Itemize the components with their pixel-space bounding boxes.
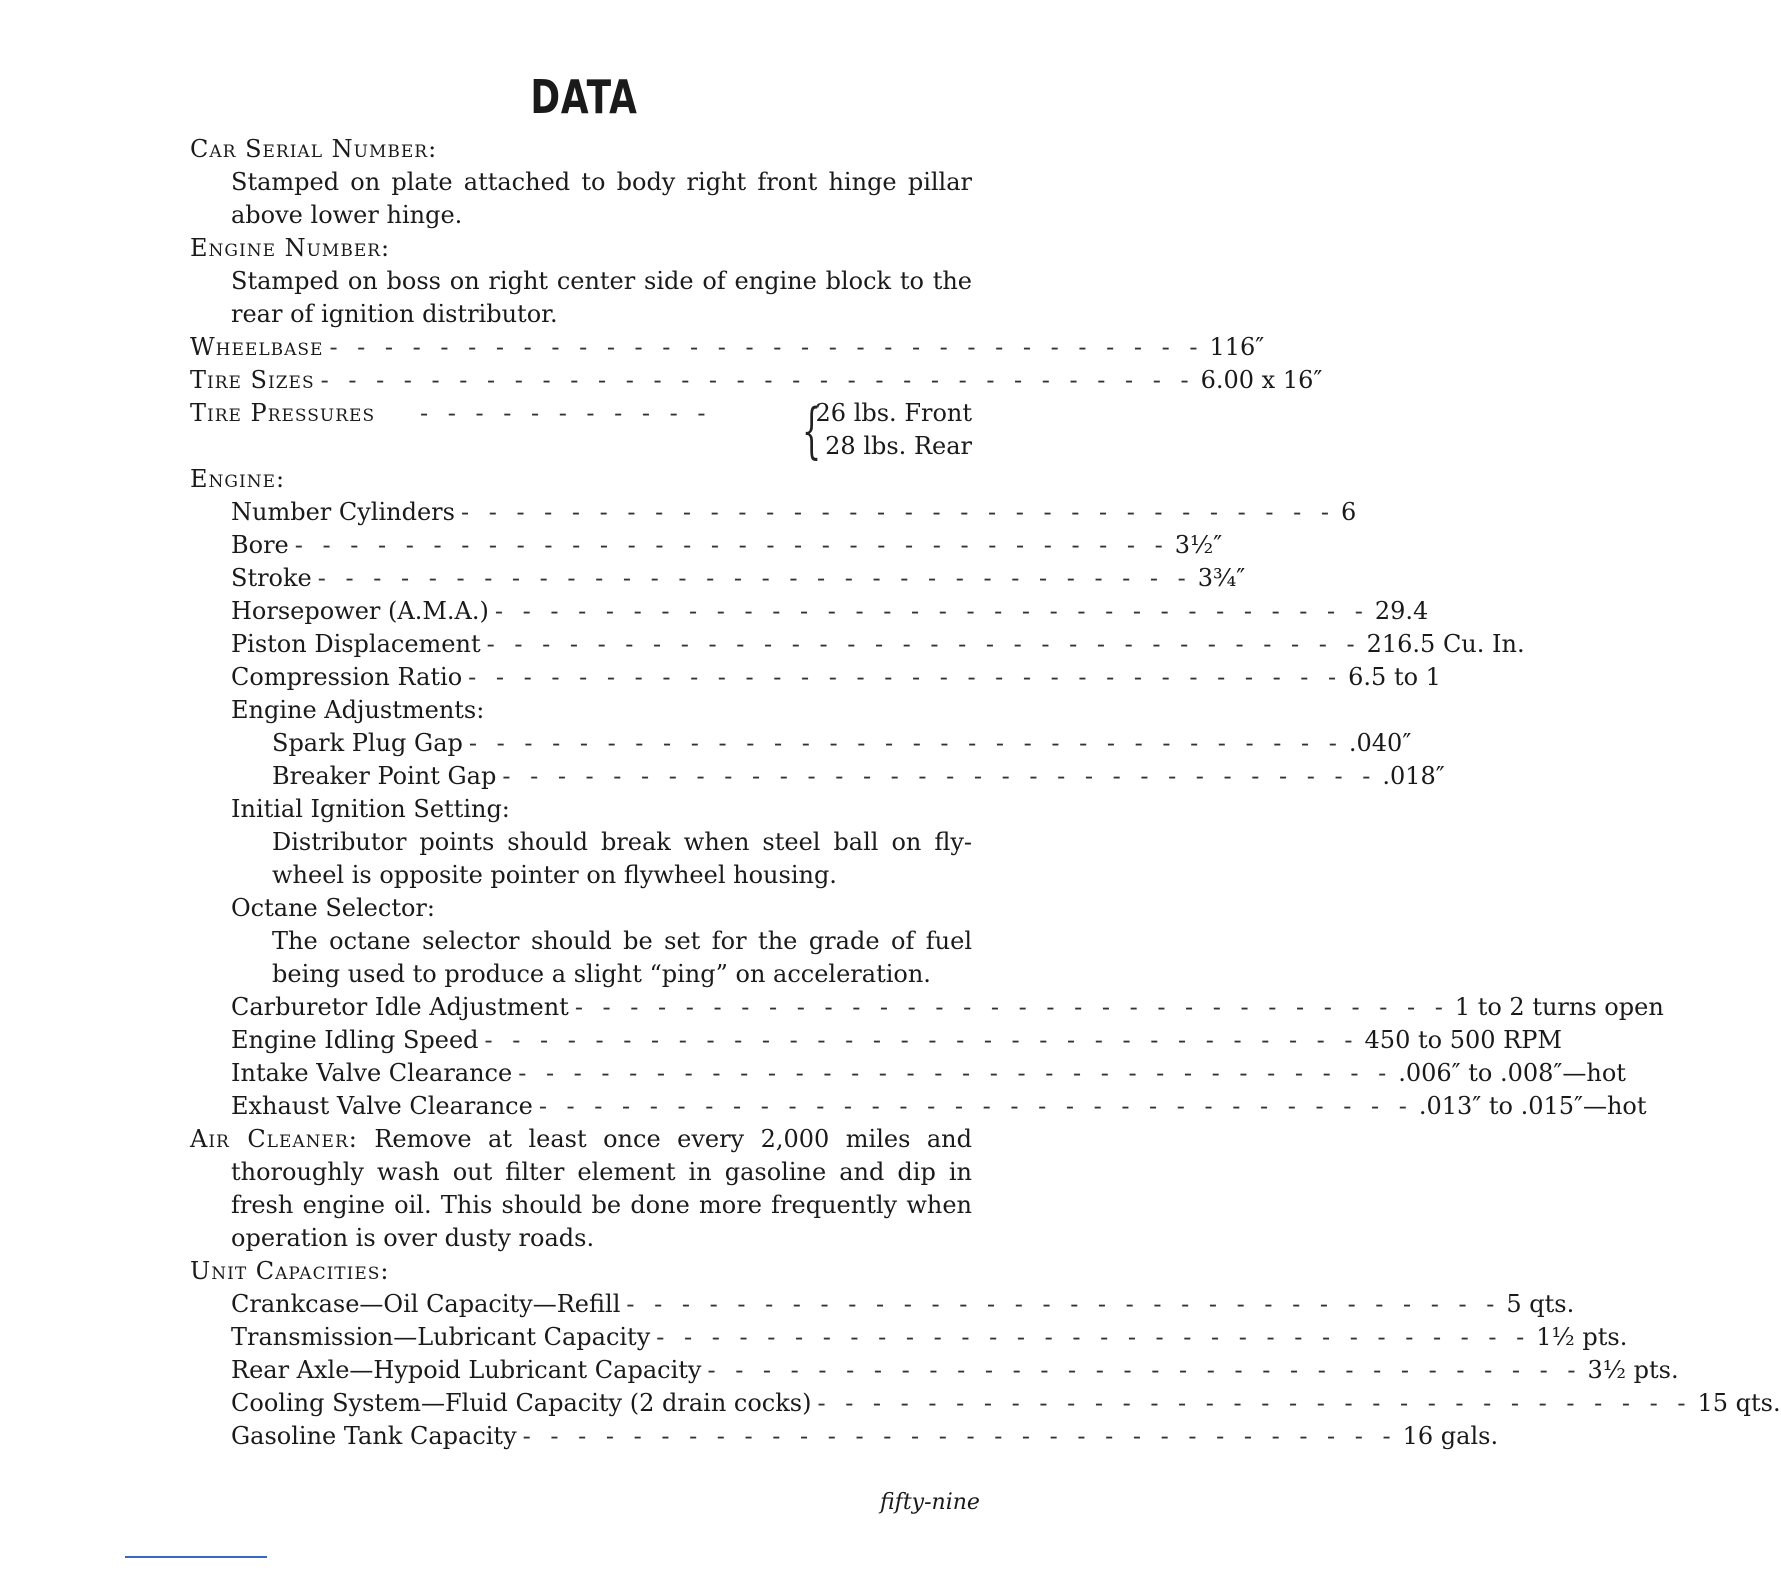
leader-dots: - - - - - - - - - - - - - - - - - - - - - - - - - - - - - - - - (317, 564, 1192, 592)
octane-text-2: being used to produce a slight “ping” on acceleration. (272, 960, 931, 988)
spec-row (190, 760, 1445, 793)
leader-dots: - - - - - - - - - - - - - - - - - - - - - - - - - - - - - - - - (494, 597, 1369, 625)
engine-number-text-2: rear of ignition distributor. (231, 300, 558, 328)
leader-dots: - - - - - - - - - - - - - - - - - - - - - - - - - - - - - - - - (294, 531, 1169, 559)
ignition-text-2: wheel is opposite pointer on flywheel housing. (272, 861, 837, 889)
data-section (190, 133, 1781, 1453)
tire-pressures-row (190, 396, 972, 466)
tire-pressure-rear: 28 lbs. Rear (825, 432, 972, 460)
air-cleaner-text-2: thoroughly wash out filter element in gasoline and dip in (231, 1158, 972, 1186)
engine-number-text-1: Stamped on boss on right center side of engine block to the (231, 267, 972, 295)
spec-value: .040″ (1348, 729, 1412, 757)
spec-value: 3¾″ (1197, 564, 1246, 592)
bottom-rule (125, 1556, 267, 1558)
page-number: fifty-nine (880, 1490, 980, 1515)
spec-row (190, 529, 1223, 562)
capacity-value: 1½ pts. (1536, 1323, 1628, 1351)
capacity-row (190, 1321, 1628, 1354)
tire-sizes-row (190, 364, 1323, 397)
capacity-row (190, 1354, 1679, 1387)
capacity-row (190, 1387, 1781, 1420)
spec-value: .013″ to .015″—hot (1418, 1092, 1647, 1120)
unit-capacities-heading: Unit Capacities: (190, 1257, 390, 1285)
car-serial-text-2: above lower hinge. (231, 201, 463, 229)
spec-value: 450 to 500 RPM (1364, 1026, 1562, 1054)
car-serial-heading: Car Serial Number: (190, 135, 438, 163)
air-cleaner-text-1: Remove at least once every 2,000 miles and (374, 1125, 972, 1153)
capacity-row (190, 1420, 1499, 1453)
spec-row (190, 1090, 1647, 1123)
capacity-row (190, 1288, 1575, 1321)
spec-row (190, 1024, 1562, 1057)
engine-number-heading: Engine Number: (190, 234, 391, 262)
air-cleaner-heading: Air Cleaner: (190, 1125, 358, 1153)
leader-dots: - - - - - - - - - - - - - - - - - - - - - - - - - - - - - - - - (486, 630, 1361, 658)
leader-dots: - - - - - - - - - - - - - - - - - - - - - - - - - - - - - - - - (518, 1059, 1393, 1087)
spec-row (190, 727, 1412, 760)
ignition-text-1: Distributor points should break when steel ball on fly- (272, 828, 972, 856)
wheelbase-row (190, 331, 1265, 364)
spec-value: 3½″ (1174, 531, 1223, 559)
leader-dots: - - - - - - - - - - - (420, 399, 712, 427)
capacity-label: Crankcase—Oil Capacity—Refill (231, 1290, 621, 1318)
car-serial-text-1: Stamped on plate attached to body right front hinge pillar (231, 168, 972, 196)
spec-label: Bore (231, 531, 289, 559)
spec-label: Spark Plug Gap (272, 729, 463, 757)
spec-value: 1 to 2 turns open (1454, 993, 1664, 1021)
spec-row (190, 1057, 1626, 1090)
leader-dots: - - - - - - - - - - - - - - - - - - - - - - - - - - - - - - - - (484, 1026, 1359, 1054)
spec-row (190, 628, 1525, 661)
brace-symbol: { (802, 396, 822, 466)
spec-row (190, 991, 1664, 1024)
capacity-label: Rear Axle—Hypoid Lubricant Capacity (231, 1356, 702, 1384)
leader-dots: - - - - - - - - - - - - - - - - - - - - - - - - - - - - - - - - (502, 762, 1377, 790)
capacity-label: Transmission—Lubricant Capacity (231, 1323, 651, 1351)
air-cleaner-text-4: operation is over dusty roads. (231, 1224, 595, 1252)
spec-label: Exhaust Valve Clearance (231, 1092, 533, 1120)
leader-dots: - - - - - - - - - - - - - - - - - - - - - - - - - - - - - - - - (468, 663, 1343, 691)
spec-row (190, 562, 1246, 595)
spec-label: Intake Valve Clearance (231, 1059, 513, 1087)
engine-adjustments-heading: Engine Adjustments: (231, 696, 485, 724)
capacity-value: 16 gals. (1402, 1422, 1499, 1450)
octane-text-1: The octane selector should be set for the grade of fuel (272, 927, 972, 955)
spec-label: Carburetor Idle Adjustment (231, 993, 569, 1021)
spec-value: 6.5 to 1 (1348, 663, 1441, 691)
spec-row (190, 496, 1357, 529)
spec-value: 29.4 (1374, 597, 1429, 625)
capacity-value: 15 qts. (1697, 1389, 1781, 1417)
page-title: DATA (530, 70, 638, 124)
spec-label: Number Cylinders (231, 498, 455, 526)
capacity-value: 5 qts. (1506, 1290, 1575, 1318)
spec-label: Stroke (231, 564, 312, 592)
spec-value: 216.5 Cu. In. (1366, 630, 1525, 658)
spec-label: Engine Idling Speed (231, 1026, 479, 1054)
leader-dots: - - - - - - - - - - - - - - - - - - - - - - - - - - - - - - - - (522, 1422, 1397, 1450)
capacity-value: 3½ pts. (1587, 1356, 1679, 1384)
leader-dots: - - - - - - - - - - - - - - - - - - - - - - - - - - - - - - - - (626, 1290, 1501, 1318)
leader-dots: - - - - - - - - - - - - - - - - - - - - - - - - - - - - - - - - (320, 366, 1195, 394)
leader-dots: - - - - - - - - - - - - - - - - - - - - - - - - - - - - - - - - (538, 1092, 1413, 1120)
wheelbase-value: 116″ (1209, 333, 1265, 361)
spec-row (190, 595, 1429, 628)
tire-sizes-label: Tire Sizes (190, 366, 315, 394)
leader-dots: - - - - - - - - - - - - - - - - - - - - - - - - - - - - - - - - (468, 729, 1343, 757)
tire-pressures-label: Tire Pressures (190, 399, 376, 427)
leader-dots: - - - - - - - - - - - - - - - - - - - - - - - - - - - - - - - - (656, 1323, 1531, 1351)
tire-sizes-value: 6.00 x 16″ (1200, 366, 1323, 394)
spec-value: .006″ to .008″—hot (1398, 1059, 1626, 1087)
spec-label: Horsepower (A.M.A.) (231, 597, 489, 625)
leader-dots: - - - - - - - - - - - - - - - - - - - - - - - - - - - - - - - - (707, 1356, 1582, 1384)
air-cleaner-first-line (190, 1123, 972, 1156)
tire-pressure-front: 26 lbs. Front (815, 399, 972, 427)
leader-dots: - - - - - - - - - - - - - - - - - - - - - - - - - - - - - - - - (329, 333, 1204, 361)
spec-label: Compression Ratio (231, 663, 463, 691)
air-cleaner-text-3: fresh engine oil. This should be done more frequently when (231, 1191, 972, 1219)
capacity-label: Gasoline Tank Capacity (231, 1422, 517, 1450)
leader-dots: - - - - - - - - - - - - - - - - - - - - - - - - - - - - - - - - (460, 498, 1335, 526)
spec-value: 6 (1340, 498, 1357, 526)
wheelbase-label: Wheelbase (190, 333, 324, 361)
spec-value: .018″ (1382, 762, 1445, 790)
spec-label: Piston Displacement (231, 630, 481, 658)
spec-row (190, 661, 1441, 694)
ignition-heading: Initial Ignition Setting: (231, 795, 510, 823)
capacity-label: Cooling System—Fluid Capacity (2 drain cocks) (231, 1389, 812, 1417)
engine-heading: Engine: (190, 465, 286, 493)
leader-dots: - - - - - - - - - - - - - - - - - - - - - - - - - - - - - - - - (574, 993, 1449, 1021)
leader-dots: - - - - - - - - - - - - - - - - - - - - - - - - - - - - - - - - (817, 1389, 1692, 1417)
octane-heading: Octane Selector: (231, 894, 435, 922)
spec-label: Breaker Point Gap (272, 762, 497, 790)
